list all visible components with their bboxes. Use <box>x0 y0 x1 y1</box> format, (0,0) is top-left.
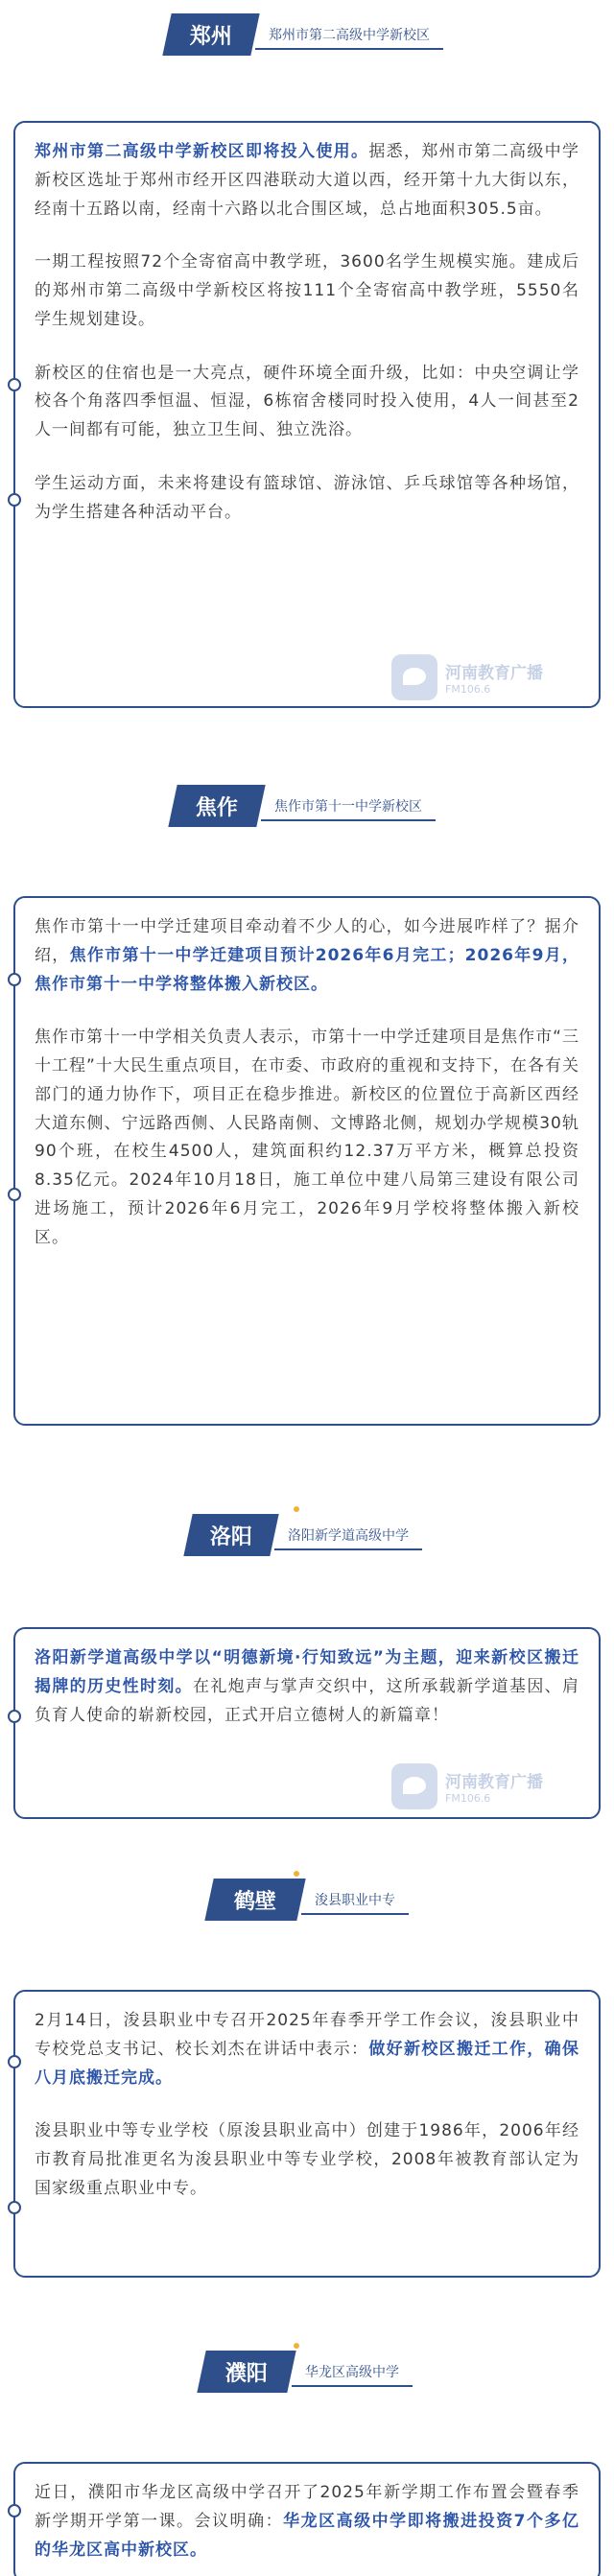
card-hebi <box>13 1990 601 2278</box>
card-nub <box>8 378 21 391</box>
school-label: 浚县职业中专 <box>301 1886 409 1915</box>
paragraph <box>35 913 579 999</box>
watermark <box>391 1763 543 1809</box>
city-badge: 濮阳 <box>197 2351 295 2393</box>
paragraph: 一期工程按照72个全寄宿高中教学班，3600名学生规模实施。建成后的郑州市第二高级中学新校区将按111个全寄宿高中教学班，5550名学生规划建设。 <box>35 252 579 329</box>
city-badge: 郑州 <box>162 13 259 56</box>
paragraph <box>35 138 579 224</box>
body-text: 近日，濮阳市华龙区高级中学召开了2025年新学期工作布置会暨春季新学期开学第一课。会议明确： <box>35 2483 579 2531</box>
paragraph: 学生运动方面，未来将建设有篮球馆、游泳馆、乒乓球馆等各种场馆，为学生搭建各种活动平台。 <box>35 473 579 522</box>
card-nub <box>8 1710 21 1723</box>
paragraph <box>35 1644 579 1730</box>
watermark-sub: FM106.6 <box>445 683 491 696</box>
watermark-title: 河南教育广播 <box>445 664 543 683</box>
decor-dot <box>294 1871 299 1877</box>
decor-dot <box>294 2343 299 2349</box>
decor-dot <box>294 1506 299 1512</box>
paragraph: 新校区的住宿也是一大亮点，硬件环境全面升级，比如：中央空调让学校各个角落四季恒温、恒湿，6栋宿舍楼同时投入使用，4人一间甚至2人一间都有可能，独立卫生间、独立洗浴。 <box>35 363 579 439</box>
card-jiaozuo <box>13 896 601 1426</box>
highlight-text: 做好新校区搬迁工作，确保八月底搬迁完成。 <box>35 2039 580 2088</box>
paragraph <box>35 2479 579 2564</box>
paragraph: 浚县职业中等专业学校（原浚县职业高中）创建于1986年，2006年经市教育局批准更名为浚县职业中等专业学校，2008年被教育部认定为国家级重点职业中专。 <box>35 2121 579 2198</box>
card-puyang <box>13 2462 601 2576</box>
card-nub <box>8 1188 21 1201</box>
card-nub <box>8 2055 21 2068</box>
section-header-hebi <box>0 1879 614 1921</box>
watermark-logo-icon <box>391 654 437 700</box>
school-label: 郑州市第二高级中学新校区 <box>255 21 443 50</box>
card-nub <box>8 2201 21 2214</box>
school-label: 洛阳新学道高级中学 <box>274 1522 422 1550</box>
watermark <box>391 654 543 700</box>
paragraph: 焦作市第十一中学相关负责人表示，市第十一中学迁建项目是焦作市“三十工程”十大民生重点项目，在市委、市政府的重视和支持下，在各有关部门的通力协作下，项目正在稳步推进。新校区的位置位于高新区西经大道东侧、宁远路西侧、人民路南侧、文博路北侧，规划办学规模30轨90个班，在校生4500人，建筑面积约12.37万平方米，概算总投资8.35亿元。2024年10月18日，施工单位中建八局第三建设有限公司进场施工，预计2026年6月完工，2026年9月学校将整体搬入新校区。 <box>35 1028 579 1247</box>
body-text: 焦作市第十一中学迁建项目牵动着不少人的心，如今进展咋样了？据介绍， <box>35 917 579 965</box>
highlight-text: 郑州市第二高级中学新校区即将投入使用。 <box>35 142 369 161</box>
section-header-puyang <box>0 2351 614 2393</box>
body-text: 据悉，郑州市第二高级中学新校区选址于郑州市经开区四港联动大道以西，经开第十九大街以东，经南十五路以南，经南十六路以北合围区域，总占地面积305.5亩。 <box>35 142 580 219</box>
city-badge: 鹤壁 <box>204 1879 305 1921</box>
card-nub <box>8 493 21 507</box>
body-text: 2月14日，浚县职业中专召开2025年春季开学工作会议，浚县职业中专校党总支书记、校长刘杰在讲话中表示： <box>35 2011 579 2059</box>
city-badge: 焦作 <box>168 785 265 827</box>
watermark-logo-icon <box>391 1763 437 1809</box>
watermark-sub: FM106.6 <box>445 1792 491 1805</box>
school-label: 焦作市第十一中学新校区 <box>261 792 436 821</box>
section-header-jiaozuo <box>0 785 614 827</box>
highlight-text: 焦作市第十一中学迁建项目预计2026年6月完工；2026年9月，焦作市第十一中学将整体搬入新校区。 <box>35 945 579 994</box>
city-badge: 洛阳 <box>183 1514 278 1556</box>
body-text: 在礼炮声与掌声交织中，这所承载新学道基因、肩负育人使命的崭新校园，正式开启立德树人的新篇章！ <box>35 1676 579 1725</box>
paragraph <box>35 2007 579 2092</box>
highlight-text: 华龙区高级中学即将搬进投资7个多亿的华龙区高中新校区。 <box>35 2511 580 2560</box>
school-label: 华龙区高级中学 <box>292 2358 413 2387</box>
card-zhengzhou <box>13 121 601 708</box>
highlight-text: 洛阳新学道高级中学以“明德新境·行知致远”为主题，迎来新校区搬迁揭牌的历史性时刻。 <box>35 1648 579 1696</box>
section-header-zhengzhou <box>0 13 614 56</box>
card-nub <box>8 2504 21 2517</box>
watermark-title: 河南教育广播 <box>445 1773 543 1792</box>
section-header-luoyang <box>0 1514 614 1556</box>
card-nub <box>8 973 21 986</box>
